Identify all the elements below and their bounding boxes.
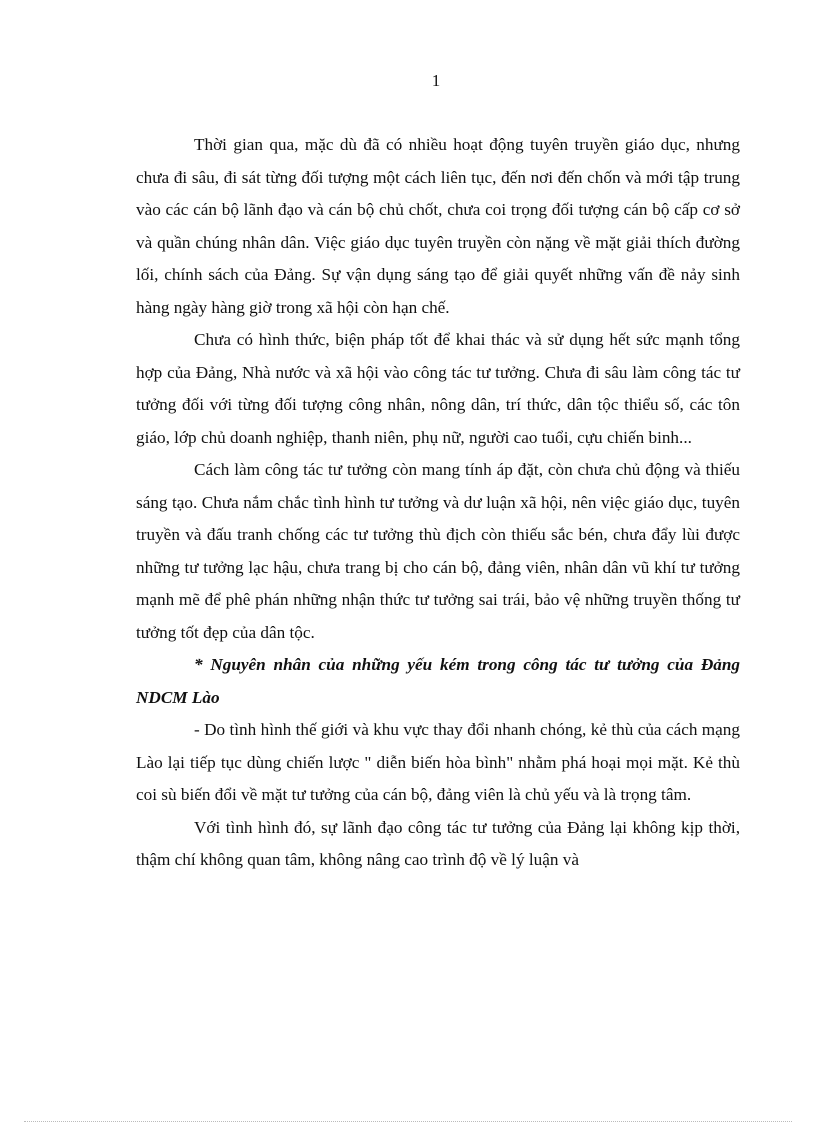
paragraph: Chưa có hình thức, biện pháp tốt để khai thác và sử dụng hết sức mạnh tổng hợp của Đảng, Nhà nước và xã hội vào công tác tư tưởng. Chưa đi sâu làm công tác tư tưởng đối với từng đối tượng công nhân, nông dân, trí thức, dân tộc thiểu số, các tôn giáo, lớp chủ doanh nghiệp, thanh niên, phụ nữ, người cao tuổi, cựu chiến binh... [136, 330, 740, 447]
paragraph: Với tình hình đó, sự lãnh đạo công tác tư tưởng của Đảng lại không kịp thời, thậm chí không quan tâm, không nâng cao trình độ về lý luận và [136, 817, 740, 869]
paragraph: Cách làm công tác tư tưởng còn mang tính áp đặt, còn chưa chủ động và thiếu sáng tạo. Chưa nắm chắc tình hình tư tưởng và dư luận xã hội, nên việc giáo dục, tuyên truyền và đấu tranh chống các tư tưởng thù địch còn thiếu sắc bén, chưa đẩy lùi được những tư tưởng lạc hậu, chưa trang bị cho cán bộ, đảng viên, nhân dân vũ khí tư tưởng mạnh mẽ để phê phán những nhận thức tư tưởng sai trái, bảo vệ những truyền thống tư tưởng tốt đẹp của dân tộc. [136, 460, 740, 642]
section-heading: * Nguyên nhân của những yếu kém trong công tác tư tưởng của Đảng NDCM Lào [136, 655, 740, 707]
body-text [136, 129, 740, 877]
page-number: 1 [431, 71, 441, 90]
paragraph: - Do tình hình thế giới và khu vực thay đổi nhanh chóng, kẻ thù của cách mạng Lào lại tiếp tục dùng chiến lược " diễn biến hòa bình" nhằm phá hoại mọi mặt. Kẻ thù coi sù biến đổi về mặt tư tưởng của cán bộ, đảng viên là chủ yếu và là trọng tâm. [136, 720, 740, 804]
paragraph: Thời gian qua, mặc dù đã có nhiều hoạt động tuyên truyền giáo dục, nhưng chưa đi sâu, đi sát từng đối tượng một cách liên tục, đến nơi đến chốn và mới tập trung vào các cán bộ lãnh đạo và cán bộ chủ chốt, chưa coi trọng đối tượng cán bộ cấp cơ sở và quần chúng nhân dân. Việc giáo dục tuyên truyền còn nặng về mặt giải thích đường lối, chính sách của Đảng. Sự vận dụng sáng tạo để giải quyết những vấn đề nảy sinh hàng ngày hàng giờ trong xã hội còn hạn chế. [136, 135, 740, 317]
page-bottom-rule [24, 1121, 792, 1122]
